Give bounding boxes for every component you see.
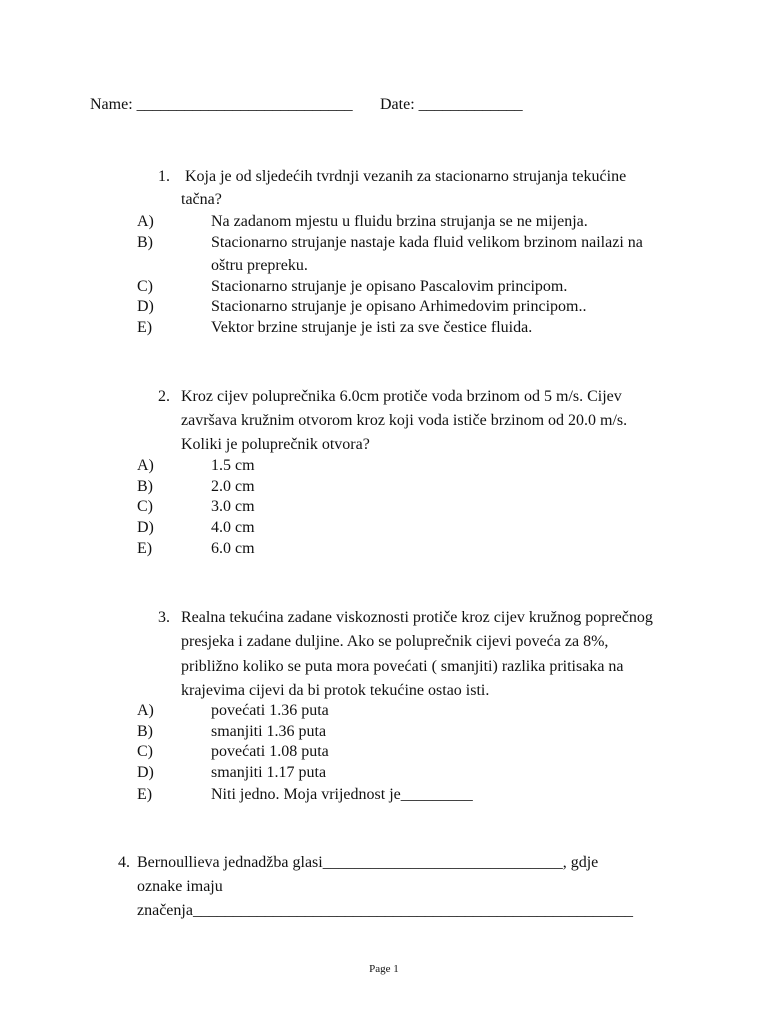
option-text: smanjiti 1.36 puta <box>211 723 327 740</box>
option-text: Stacionarno strujanje je opisano Pascalovim principom. <box>211 278 568 295</box>
option-letter: E) <box>137 319 153 336</box>
option-letter: B) <box>137 234 153 251</box>
option-letter: C) <box>137 278 153 295</box>
option-letter: D) <box>137 764 154 781</box>
option-letter: B) <box>137 723 153 740</box>
question-number: 2. <box>158 388 170 405</box>
question-text: presjeka i zadane duljine. Ako se poluprečnik cijevi poveća za 8%, <box>181 633 609 650</box>
question-text: Realna tekućina zadane viskoznosti protiče kroz cijev kružnog poprečnog <box>181 609 653 626</box>
option-text: 1.5 cm <box>211 457 255 474</box>
option-text: 3.0 cm <box>211 498 255 515</box>
question-text: Kroz cijev poluprečnika 6.0cm protiče voda brzinom od 5 m/s. Cijev <box>181 388 622 405</box>
option-text: Vektor brzine strujanje je isti za sve čestice fluida. <box>211 319 533 336</box>
option-letter: C) <box>137 743 153 760</box>
question-text: krajevima cijevi da bi protok tekućine ostao isti. <box>181 682 490 699</box>
option-letter: D) <box>137 519 154 536</box>
question-text: Koliki je poluprečnik otvora? <box>181 436 370 453</box>
option-text: Stacionarno strujanje je opisano Arhimedovim principom.. <box>211 298 587 315</box>
option-text: Niti jedno. Moja vrijednost je_________ <box>211 786 473 803</box>
question-text: Bernoullieva jednadžba glasi______________________________, gdje <box>137 854 599 871</box>
option-letter: A) <box>137 702 154 719</box>
option-text: oštru prepreku. <box>211 257 308 274</box>
option-letter: D) <box>137 298 154 315</box>
option-text: Na zadanom mjestu u fluidu brzina strujanja se ne mijenja. <box>211 213 588 230</box>
option-text: 6.0 cm <box>211 540 255 557</box>
option-text: smanjiti 1.17 puta <box>211 764 327 781</box>
option-letter: C) <box>137 498 153 515</box>
option-letter: E) <box>137 540 153 557</box>
page-number: Page 1 <box>369 963 399 975</box>
question-text: značenja_______________________________________________________ <box>137 902 633 919</box>
date-field: Date: _____________ <box>380 96 523 113</box>
question-number: 4. <box>118 854 130 871</box>
option-letter: A) <box>137 213 154 230</box>
question-text: tačna? <box>181 191 222 208</box>
name-field: Name: ___________________________ <box>90 96 353 113</box>
option-letter: A) <box>137 457 154 474</box>
question-number: 1. <box>158 168 170 185</box>
question-text: oznake imaju <box>137 878 223 895</box>
option-text: 4.0 cm <box>211 519 255 536</box>
question-text: približno koliko se puta mora povećati ( smanjiti) razlika pritisaka na <box>181 658 624 675</box>
option-text: povećati 1.36 puta <box>211 702 329 719</box>
question-text: završava kružnim otvorom kroz koji voda ističe brzinom od 20.0 m/s. <box>181 412 628 429</box>
question-text: Koja je od sljedećih tvrdnji vezanih za stacionarno strujanja tekućine <box>185 168 627 185</box>
question-number: 3. <box>158 609 170 626</box>
option-text: povećati 1.08 puta <box>211 743 329 760</box>
option-letter: B) <box>137 478 153 495</box>
option-letter: E) <box>137 786 153 803</box>
option-text: Stacionarno strujanje nastaje kada fluid velikom brzinom nailazi na <box>211 234 643 251</box>
option-text: 2.0 cm <box>211 478 255 495</box>
